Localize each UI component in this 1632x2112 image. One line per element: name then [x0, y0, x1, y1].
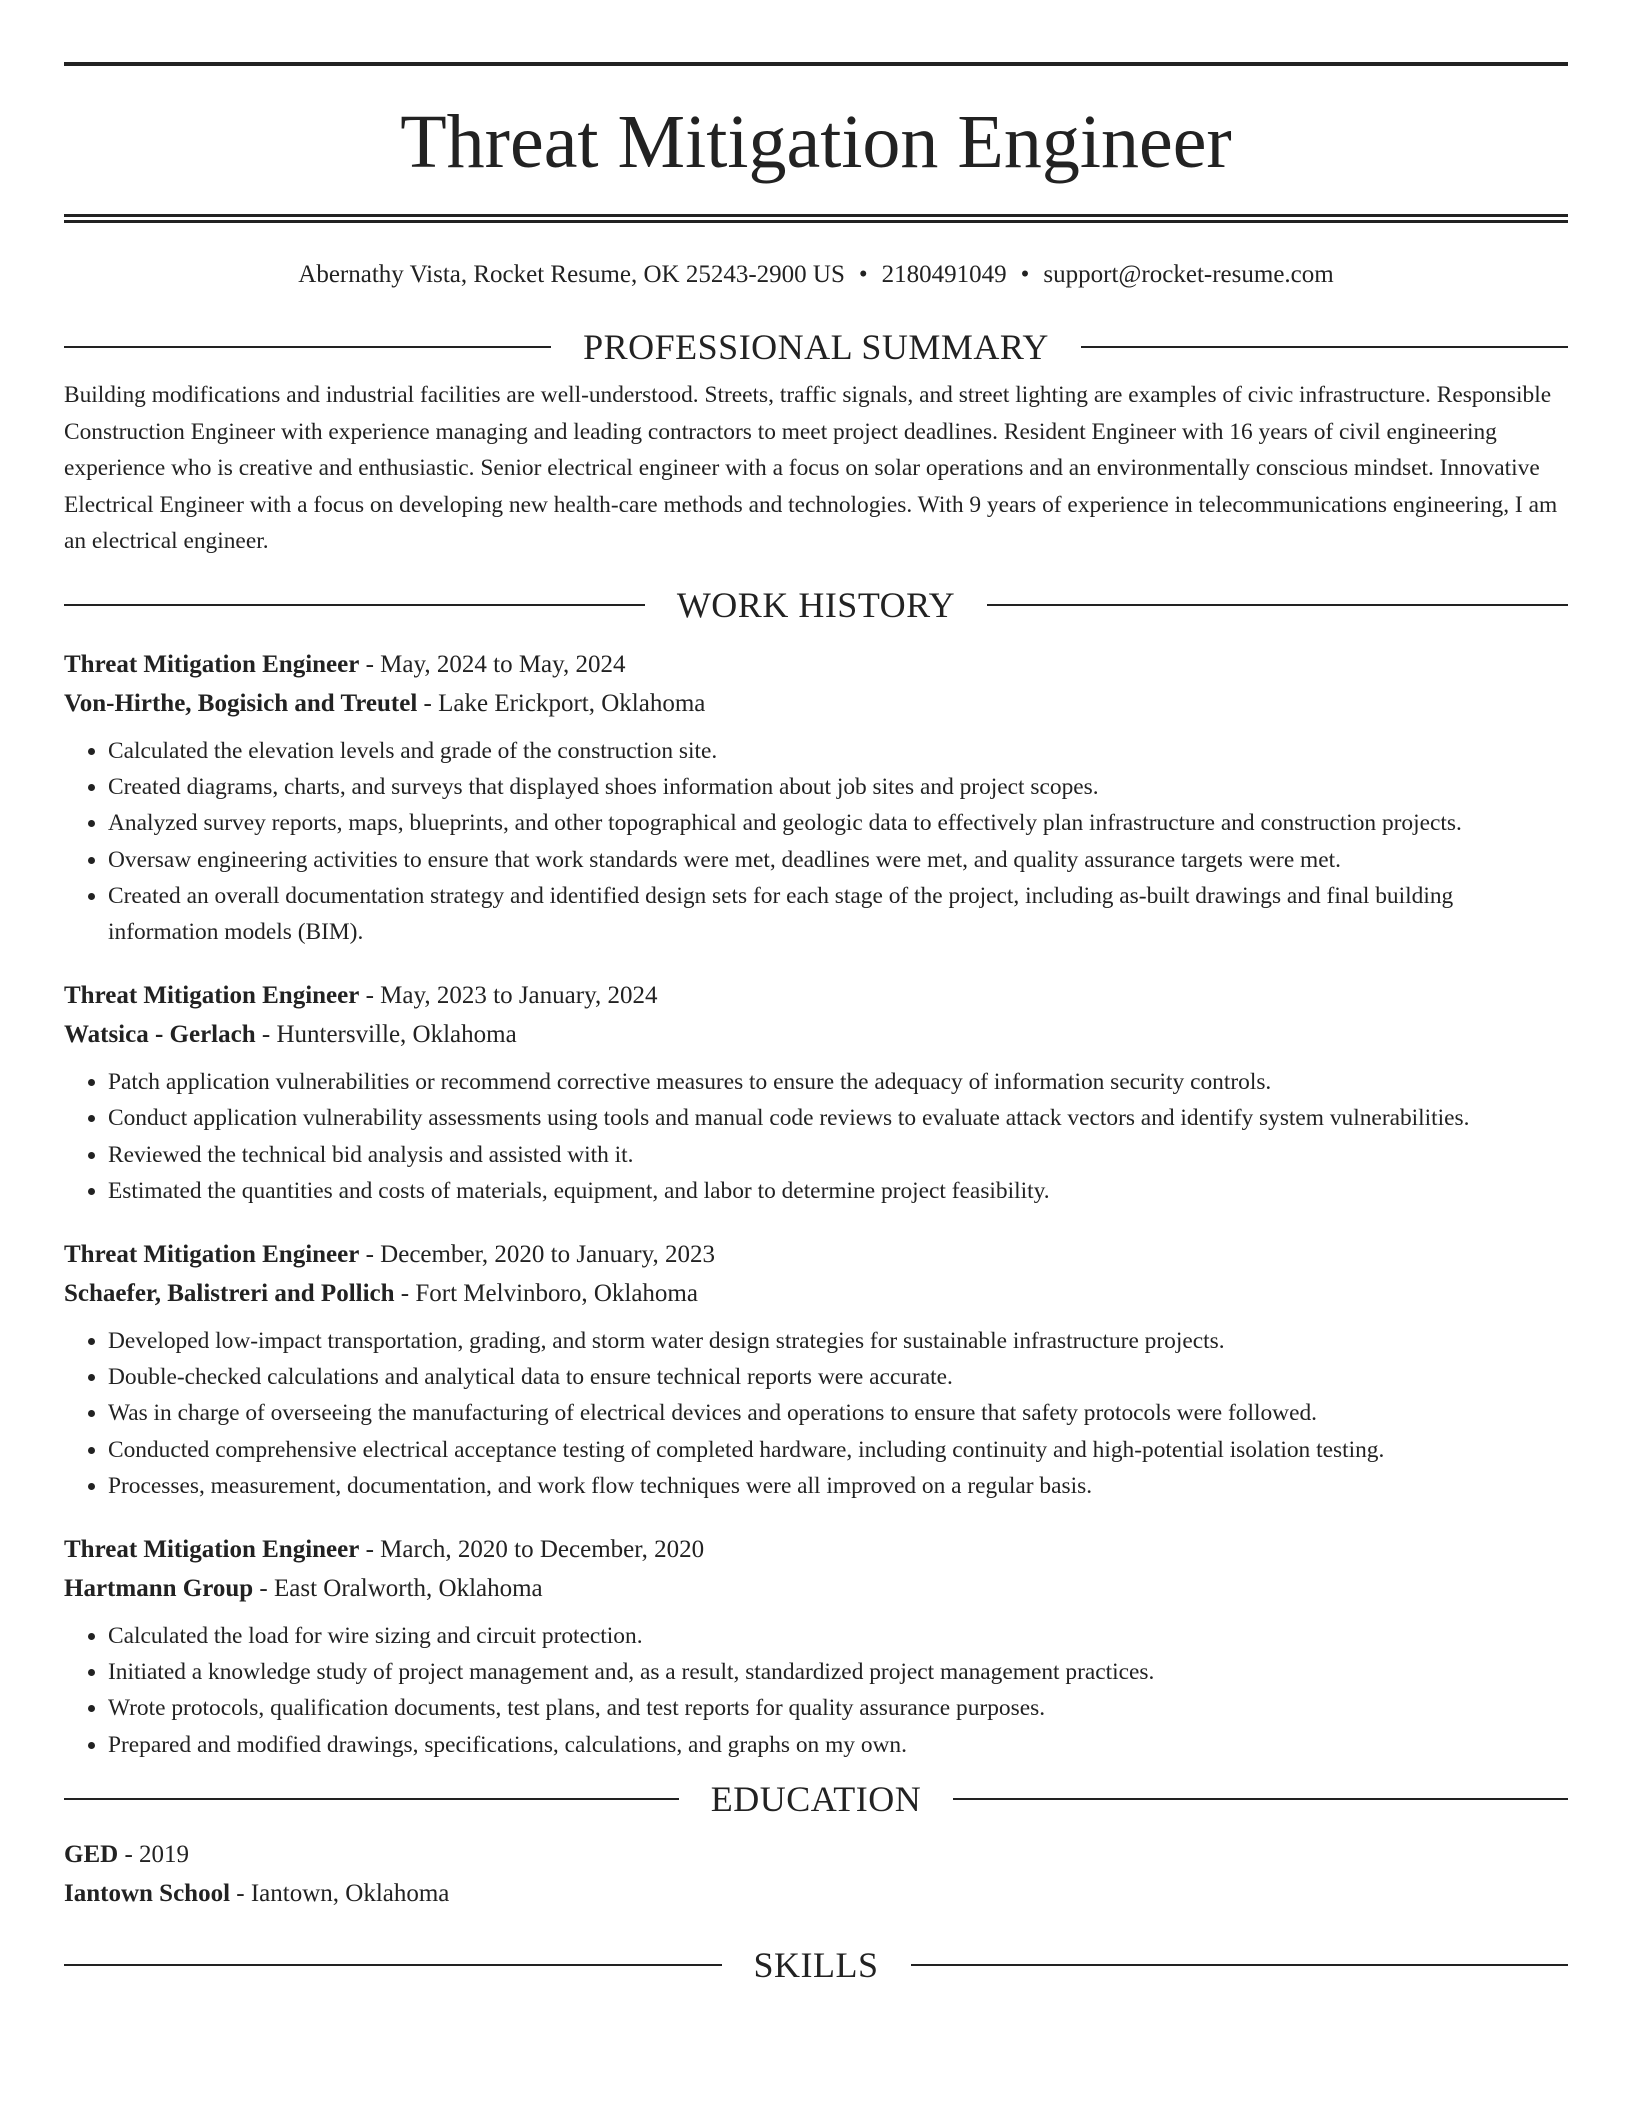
summary-text: Building modifications and industrial facilities are well-understood. Streets, traffic signals, and street lighting are examples of civic infrastructure. Responsible Construction Engineer with experience managing and leading contractors to meet project deadlines. Resident Engineer with 16 years of civil engineering experience who is creative and enthusiastic. Senior electrical engineer with a focus on solar operations and an environmentally conscious mindset. Innovative Electrical Engineer with a focus on developing new health-care methods and technologies. With 9 years of experience in telecommunications engineering, I am an electrical engineer.	[64, 382, 1558, 554]
job-entry	[64, 976, 1568, 1209]
section-header-summary	[64, 325, 1568, 369]
education-school: Iantown School	[64, 1879, 231, 1907]
job-bullet: • Double-checked calculations and analytical data to ensure technical reports were accurate.	[108, 1359, 1568, 1395]
job-bullet: • Processes, measurement, documentation, and work flow techniques were all improved on a regular basis.	[108, 1468, 1568, 1504]
job-title: Threat Mitigation Engineer	[64, 982, 360, 1010]
job-bullet: • Wrote protocols, qualification documents, test plans, and test reports for quality assurance purposes.	[108, 1690, 1568, 1726]
work-history-list	[64, 645, 1568, 1763]
section-rule	[64, 1798, 679, 1800]
section-rule	[1081, 346, 1568, 348]
job-dates: - March, 2020 to December, 2020	[359, 1535, 705, 1563]
job-dates: - May, 2024 to May, 2024	[359, 650, 626, 678]
job-location: - East Oralworth, Oklahoma	[253, 1574, 543, 1602]
job-bullet: • Initiated a knowledge study of project management and, as a result, standardized project management practices.	[108, 1654, 1568, 1690]
job-company-line	[64, 1015, 1568, 1054]
job-title-line	[64, 1235, 1568, 1274]
job-bullets	[64, 733, 1568, 950]
section-rule	[987, 604, 1568, 606]
job-location: - Lake Erickport, Oklahoma	[417, 689, 706, 717]
job-entry	[64, 1530, 1568, 1763]
job-bullet: • Calculated the elevation levels and grade of the construction site.	[108, 733, 1568, 769]
job-dates: - May, 2023 to January, 2024	[359, 982, 658, 1010]
section-title-work: WORK HISTORY	[676, 584, 956, 625]
section-rule	[953, 1798, 1568, 1800]
job-title: Threat Mitigation Engineer	[64, 650, 360, 678]
job-bullet: • Developed low-impact transportation, grading, and storm water design strategies for sustainable infrastructure projects.	[108, 1323, 1568, 1359]
section-header-education	[64, 1777, 1568, 1821]
job-company: Schaefer, Balistreri and Pollich	[64, 1279, 395, 1307]
job-title-line	[64, 645, 1568, 684]
section-title-skills: SKILLS	[753, 1944, 879, 1985]
title-double-rule	[64, 214, 1568, 223]
job-entry	[64, 645, 1568, 950]
education-degree-line	[64, 1835, 1568, 1874]
education-entry	[64, 1835, 1568, 1913]
section-header-work	[64, 583, 1568, 627]
job-location: - Fort Melvinboro, Oklahoma	[394, 1279, 698, 1307]
job-bullet: • Patch application vulnerabilities or recommend corrective measures to ensure the adequacy of information security controls.	[108, 1064, 1568, 1100]
section-rule	[64, 604, 645, 606]
job-bullet: • Was in charge of overseeing the manufacturing of electrical devices and operations to ensure that safety protocols were followed.	[108, 1395, 1568, 1431]
job-bullet: • Calculated the load for wire sizing and circuit protection.	[108, 1618, 1568, 1654]
job-bullets	[64, 1323, 1568, 1504]
job-bullets	[64, 1064, 1568, 1209]
education-location: - Iantown, Oklahoma	[230, 1879, 450, 1907]
job-bullet: • Reviewed the technical bid analysis and assisted with it.	[108, 1137, 1568, 1173]
contact-address: Abernathy Vista, Rocket Resume, OK 25243-2900 US	[298, 261, 845, 288]
job-company: Watsica - Gerlach	[64, 1021, 256, 1049]
education-degree: GED	[64, 1840, 119, 1868]
job-title-line	[64, 976, 1568, 1015]
job-bullet: • Conducted comprehensive electrical acceptance testing of completed hardware, including continuity and high-potential isolation testing.	[108, 1432, 1568, 1468]
contact-separator: •	[1020, 261, 1030, 288]
job-title-line	[64, 1530, 1568, 1569]
section-title-summary: PROFESSIONAL SUMMARY	[583, 327, 1049, 367]
section-rule	[64, 346, 551, 348]
education-school-line	[64, 1874, 1568, 1913]
job-bullet: • Estimated the quantities and costs of materials, equipment, and labor to determine project feasibility.	[108, 1173, 1568, 1209]
contact-phone[interactable]: 2180491049	[881, 261, 1007, 288]
job-company-line	[64, 684, 1568, 723]
section-header-skills	[64, 1943, 1568, 1987]
section-rule	[64, 1964, 722, 1966]
job-bullets	[64, 1618, 1568, 1763]
job-bullet: • Analyzed survey reports, maps, blueprints, and other topographical and geologic data to effectively plan infrastructure and construction projects.	[108, 805, 1568, 841]
top-rule	[64, 62, 1568, 66]
job-title: Threat Mitigation Engineer	[64, 1240, 360, 1268]
job-bullet: • Conduct application vulnerability assessments using tools and manual code reviews to evaluate attack vectors and identify system vulnerabilities.	[108, 1100, 1568, 1136]
job-bullet: • Prepared and modified drawings, specifications, calculations, and graphs on my own.	[108, 1727, 1568, 1763]
job-dates: - December, 2020 to January, 2023	[359, 1240, 715, 1268]
section-rule	[911, 1964, 1569, 1966]
job-company: Von-Hirthe, Bogisich and Treutel	[64, 689, 418, 717]
job-company-line	[64, 1274, 1568, 1313]
resume-page	[64, 0, 1568, 1987]
education-year: - 2019	[118, 1840, 190, 1868]
job-bullet: • Created an overall documentation strategy and identified design sets for each stage of the project, including as-built drawings and final building information models (BIM).	[108, 878, 1568, 950]
job-location: - Huntersville, Oklahoma	[255, 1021, 517, 1049]
job-company-line	[64, 1569, 1568, 1608]
contact-separator: •	[858, 261, 868, 288]
job-bullet: • Oversaw engineering activities to ensure that work standards were met, deadlines were met, and quality assurance targets were met.	[108, 842, 1568, 878]
section-title-education: EDUCATION	[710, 1778, 922, 1819]
job-bullet: • Created diagrams, charts, and surveys that displayed shoes information about job sites and project scopes.	[108, 769, 1568, 805]
contact-line	[64, 259, 1568, 291]
contact-email[interactable]: support@rocket-resume.com	[1043, 261, 1334, 288]
job-company: Hartmann Group	[64, 1574, 254, 1602]
job-entry	[64, 1235, 1568, 1504]
job-title: Threat Mitigation Engineer	[64, 1535, 360, 1563]
resume-title: Threat Mitigation Engineer	[400, 100, 1232, 184]
